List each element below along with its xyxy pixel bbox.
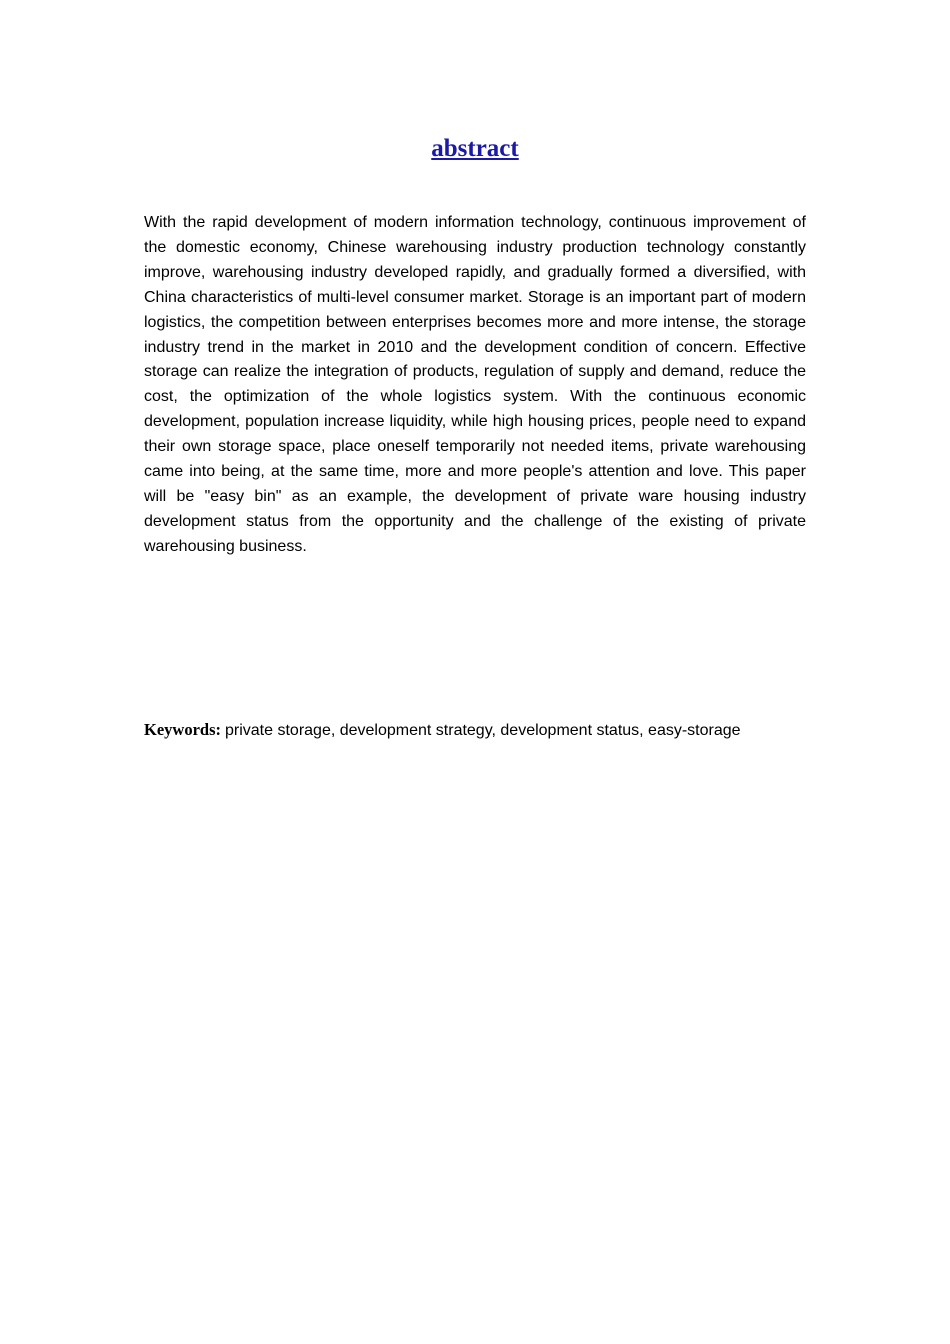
keywords-label: Keywords:: [144, 720, 221, 739]
keywords-line: [144, 718, 844, 743]
abstract-title: abstract: [431, 135, 519, 162]
keywords-value: private storage, development strategy, development status, easy-storage: [225, 722, 741, 739]
abstract-body: With the rapid development of modern information technology, continuous improvement of the domestic economy, Chinese warehousing industry production technology constantly improve, warehousing industry developed rapidly, and gradually formed a diversified, with China characteristics of multi-level consumer market. Storage is an important part of modern logistics, the competition between enterprises becomes more and more intense, the storage industry trend in the market in 2010 and the development condition of concern. Effective storage can realize the integration of products, regulation of supply and demand, reduce the cost, the optimization of the whole logistics system. With the continuous economic development, population increase liquidity, while high housing prices, people need to expand their own storage space, place oneself temporarily not needed items, private warehousing came into being, at the same time, more and more people's attention and love. This paper will be "easy bin" as an example, the development of private ware housing industry development status from the opportunity and the challenge of the existing of private warehousing business.: [144, 214, 806, 555]
